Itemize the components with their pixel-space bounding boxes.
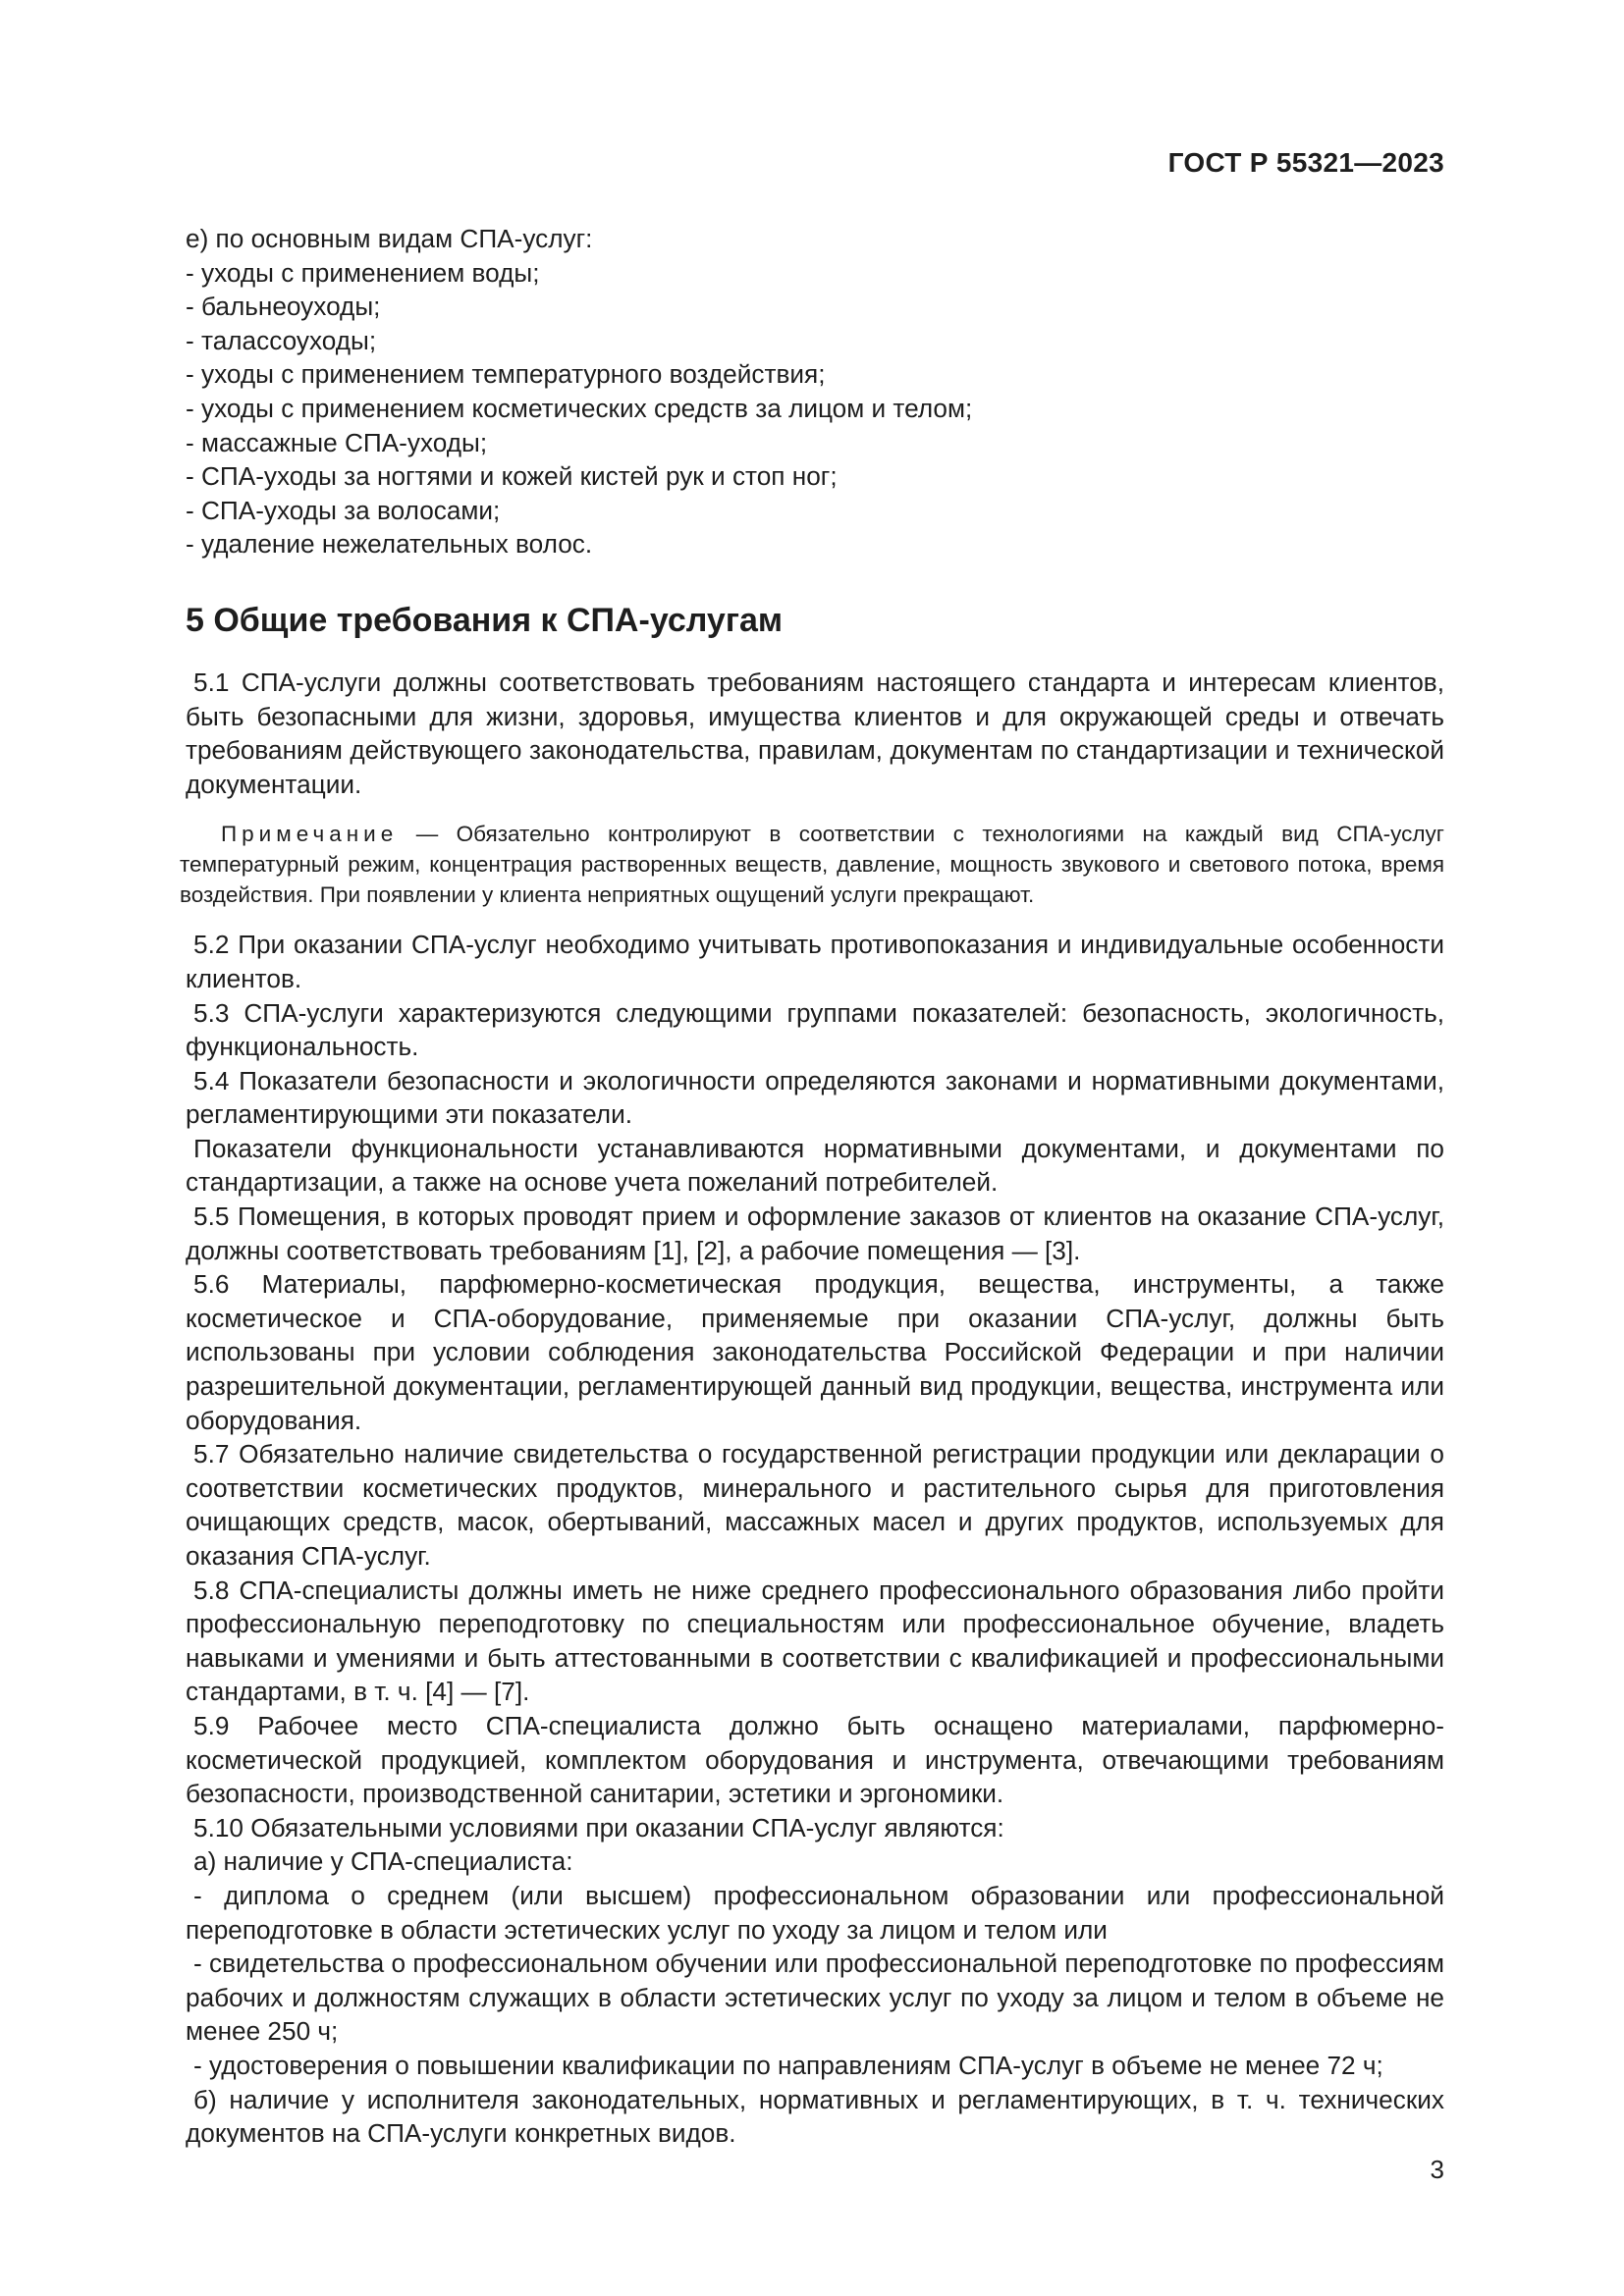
- paragraph-5-5: 5.5 Помещения, в которых проводят прием и оформление заказов от клиентов на оказание СПА-услуг, должны соответствовать требованиям [1], [2], а рабочие помещения — [3].: [186, 1201, 1444, 1265]
- paragraph-5-4: 5.4 Показатели безопасности и экологичности определяются законами и нормативными документами, регламентирующими эти показатели.: [186, 1065, 1444, 1130]
- list-item: - уходы с применением воды;: [186, 257, 540, 288]
- list-item: - бальнеоуходы;: [186, 292, 381, 322]
- paragraph-5-2: 5.2 При оказании СПА-услуг необходимо учитывать противопоказания и индивидуальные особенности клиентов.: [186, 930, 1444, 993]
- list-intro: е) по основным видам СПА-услуг:: [186, 224, 593, 253]
- paragraph-5-10-b: б) наличие у исполнителя законодательных, нормативных и регламентирующих, в т. ч. технических документов на СПА-услуги конкретных видов.: [186, 2084, 1444, 2149]
- document-id-header: ГОСТ Р 55321—2023: [1167, 147, 1444, 178]
- page-number: 3: [1430, 2155, 1444, 2184]
- list-item: - уходы с применением температурного воздействия;: [186, 359, 826, 390]
- paragraph-5-7: 5.7 Обязательно наличие свидетельства о государственной регистрации продукции или декларации о соответствии косметических продуктов, минерального и растительного сырья для приготовления очищающих средств, масок, обертываний, массажных масел и других продуктов, используемых для оказания СПА-услуг.: [186, 1439, 1444, 1571]
- section-heading: 5 Общие требования к СПА-услугам: [186, 601, 784, 639]
- list-item: - СПА-уходы за ногтями и кожей кистей рук и стоп ног;: [186, 461, 838, 492]
- paragraph-5-9: 5.9 Рабочее место СПА-специалиста должно быть оснащено материалами, парфюмерно-косметической продукцией, комплектом оборудования и инструмента, отвечающими требованиям безопасности, производственной санитарии, эстетики и эргономики.: [186, 1710, 1444, 1809]
- list-item: - массажные СПА-уходы;: [186, 427, 488, 457]
- list-item: - уходы с применением косметических средств за лицом и телом;: [186, 393, 973, 423]
- paragraph-5-4-functionality: Показатели функциональности устанавливаются нормативными документами, и документами по стандартизации, а также на основе учета пожеланий потребителей.: [186, 1133, 1444, 1198]
- spa-services-list: [180, 256, 1444, 561]
- paragraph-5-6: 5.6 Материалы, парфюмерно-косметическая продукция, вещества, инструменты, а также косметическое и СПА-оборудование, применяемые при оказании СПА-услуг, должны быть использованы при условии соблюдения законодательства Российской Федерации и при наличии разрешительной документации, регламентирующей данный вид продукции, вещества, инструмента или оборудования.: [186, 1269, 1444, 1435]
- list-item: - талассоуходы;: [186, 325, 377, 355]
- page-content: [180, 222, 1444, 2151]
- paragraph-5-10-a-diploma: - диплома о среднем (или высшем) профессиональном образовании или профессиональной переподготовке в области эстетических услуг по уходу за лицом и телом или: [186, 1880, 1444, 1945]
- list-item: - СПА-уходы за волосами;: [186, 495, 501, 525]
- list-item: - удаление нежелательных волос.: [186, 529, 593, 560]
- paragraph-5-1: 5.1 СПА-услуги должны соответствовать требованиям настоящего стандарта и интересам клиентов, быть безопасными для жизни, здоровья, имущества клиентов и для окружающей среды и отвечать требованиям действующего законодательства, правилам, документам по стандартизации и технической документации.: [186, 667, 1444, 799]
- note-label: Примечание: [221, 822, 399, 847]
- paragraph-5-8: 5.8 СПА-специалисты должны иметь не ниже среднего профессионального образования либо пройти профессиональную переподготовку по специальностям или профессиональное обучение, владеть навыками и умениями и быть аттестованными в соответствии с квалификацией и профессиональными стандартами, в т. ч. [4] — [7].: [186, 1575, 1444, 1707]
- paragraph-5-10: 5.10 Обязательными условиями при оказании СПА-услуг являются:: [193, 1812, 1004, 1842]
- paragraph-5-10-a-qualification: - удостоверения о повышении квалификации по направлениям СПА-услуг в объеме не менее 72 ч;: [193, 2050, 1383, 2080]
- paragraph-5-10-a-certificate: - свидетельства о профессиональном обучении или профессиональной переподготовке по профессиям рабочих и должностям служащих в области эстетических услуг по уходу за лицом и телом в объеме не менее 250 ч;: [186, 1949, 1444, 2047]
- note-text: — Обязательно контролируют в соответствии с технологиями на каждый вид СПА-услуг температурный режим, концентрация растворенных веществ, давление, мощность звукового и светового потока, время воздействия. При появлении у клиента неприятных ощущений услуги прекращают.: [180, 822, 1444, 908]
- paragraph-5-3: 5.3 СПА-услуги характеризуются следующими группами показателей: безопасность, экологичность, функциональность.: [186, 997, 1444, 1062]
- paragraph-5-10-a: а) наличие у СПА-специалиста:: [193, 1846, 573, 1877]
- note-block: [180, 819, 1444, 910]
